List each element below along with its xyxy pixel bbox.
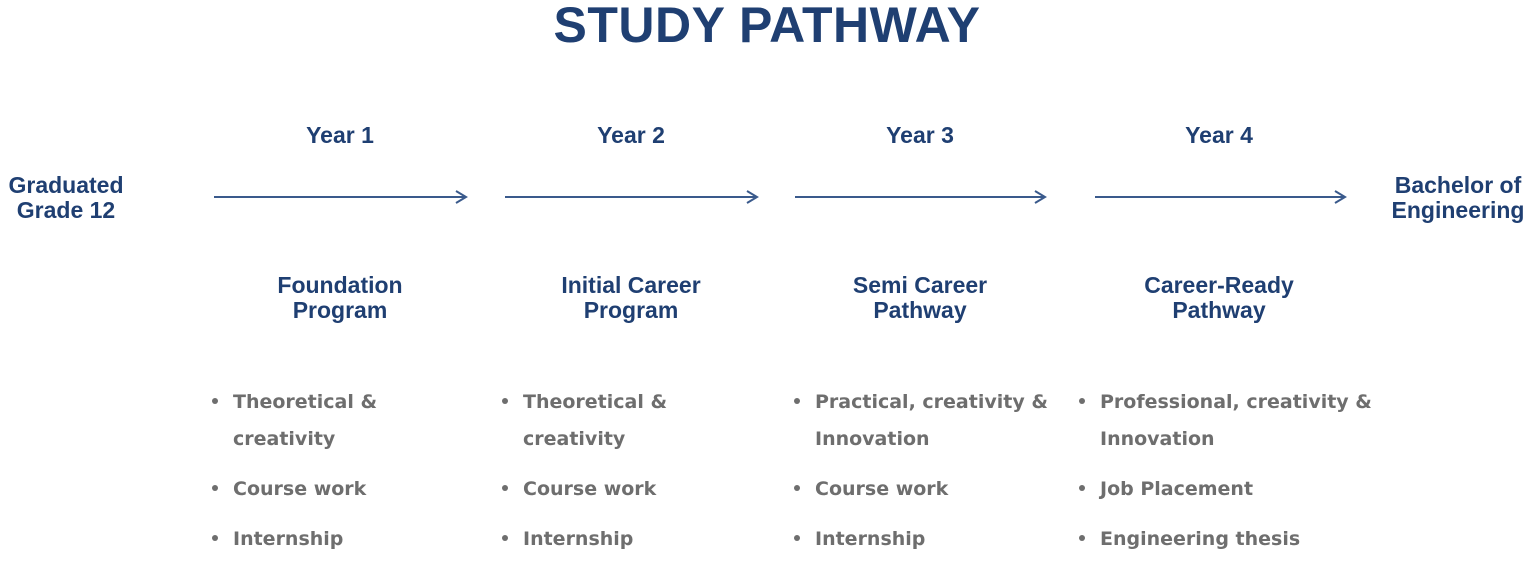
stage-program-4-line2: Pathway — [1172, 297, 1266, 323]
stage-year-1: Year 1 — [306, 122, 374, 148]
start-label — [0, 173, 132, 223]
list-item: Practical, creativity & Innovation — [794, 384, 1048, 458]
stage-program-3-line2: Pathway — [873, 297, 967, 323]
list-item: Course work — [794, 471, 1048, 508]
list-item: Course work — [502, 471, 667, 508]
stage-program-1-line2: Program — [292, 297, 388, 323]
bullet-icon — [502, 485, 508, 491]
stage-year-4: Year 4 — [1185, 122, 1253, 148]
stage-program-2 — [521, 273, 741, 323]
bullet-icon — [1079, 535, 1085, 541]
bullet-icon — [794, 535, 800, 541]
stage-program-4 — [1109, 273, 1329, 323]
list-item: Internship — [502, 521, 667, 558]
stage-program-3-line1: Semi Career — [852, 272, 988, 298]
list-item: Internship — [794, 521, 1048, 558]
end-label-line1: Bachelor of — [1394, 172, 1522, 198]
page-title: STUDY PATHWAY — [553, 0, 981, 53]
list-item: Job Placement — [1079, 471, 1372, 508]
bullet-icon — [502, 398, 508, 404]
stage-program-1 — [230, 273, 450, 323]
bullet-icon — [1079, 485, 1085, 491]
end-label — [1382, 173, 1534, 223]
stage-items-2 — [502, 384, 667, 571]
stage-items-3 — [794, 384, 1048, 571]
stage-program-4-line1: Career-Ready — [1144, 272, 1294, 298]
stage-items-4 — [1079, 384, 1372, 571]
stage-program-3 — [810, 273, 1030, 323]
arrow-3 — [795, 186, 1049, 206]
arrow-1 — [214, 186, 470, 206]
list-item: Theoretical & creativity — [502, 384, 667, 458]
list-item: Engineering thesis — [1079, 521, 1372, 558]
start-label-line1: Graduated — [8, 172, 124, 198]
list-item: Internship — [212, 521, 377, 558]
stage-program-2-line1: Initial Career — [561, 272, 701, 298]
bullet-icon — [212, 398, 218, 404]
stage-year-3: Year 3 — [886, 122, 954, 148]
bullet-icon — [794, 485, 800, 491]
stage-program-2-line2: Program — [583, 297, 679, 323]
list-item: Professional, creativity & Innovation — [1079, 384, 1372, 458]
stage-items-1 — [212, 384, 377, 571]
arrow-2 — [505, 186, 761, 206]
list-item: Course work — [212, 471, 377, 508]
arrow-4 — [1095, 186, 1349, 206]
bullet-icon — [212, 535, 218, 541]
stage-year-2: Year 2 — [597, 122, 665, 148]
list-item: Theoretical & creativity — [212, 384, 377, 458]
bullet-icon — [212, 485, 218, 491]
bullet-icon — [502, 535, 508, 541]
start-label-line2: Grade 12 — [16, 197, 116, 223]
end-label-line2: Engineering — [1391, 197, 1525, 223]
bullet-icon — [794, 398, 800, 404]
bullet-icon — [1079, 398, 1085, 404]
stage-program-1-line1: Foundation — [277, 272, 403, 298]
